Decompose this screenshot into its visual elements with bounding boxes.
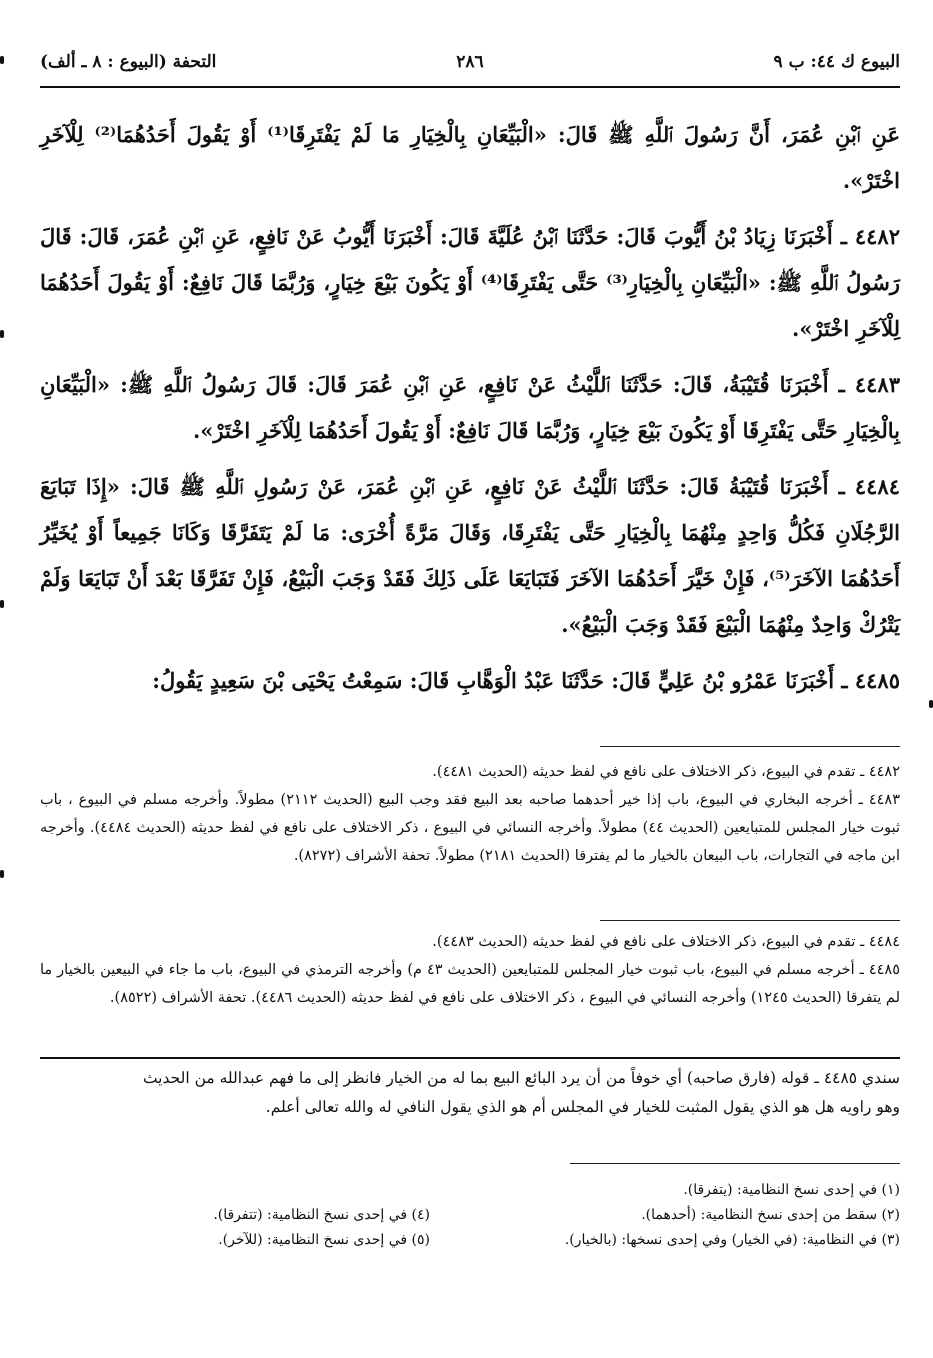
header-rule: [40, 86, 900, 88]
sindi-separator: [40, 1057, 900, 1059]
note-4484: ٤٤٨٤ ـ تقدم في البيوع، ذكر الاختلاف على نافع في لفظ حديثه (الحديث ٤٤٨٣).: [432, 934, 900, 950]
note-4482: ٤٤٨٢ ـ تقدم في البيوع، ذكر الاختلاف على نافع في لفظ حديثه (الحديث ٤٤٨١).: [432, 764, 900, 780]
sindi-line-2: وهو راويه هل هو الذي يقول المثبت للخيار في المجلس أم هو الذي يقول النافي له والله تعالى أعلم.: [265, 1098, 900, 1116]
scan-edge-mark: [0, 330, 4, 338]
scan-edge-mark: [0, 600, 4, 608]
variant-footnotes-left-column: [70, 1203, 430, 1253]
scan-edge-mark: [0, 870, 4, 878]
notes-separator-top: [600, 746, 900, 747]
hadith-4482: ٤٤٨٢ ـ أَخْبَرَنَا زِيَادُ بْنُ أَيُّوبَ قَالَ: حَدَّثَنَا ٱبْنُ عُلَيَّةَ قَالَ: أَخْبَرَنَا أَيُّوبُ عَنْ نَافِعٍ، عَنِ ٱبْنِ عُمَرَ، قَالَ: قَالَ رَسُولُ ٱللَّهِ ﷺ: «الْبَيِّعَانِ بِالْخِيَارِ⁽³⁾ حَتَّى يَفْتَرِقَا⁽⁴⁾ أَوْ يَكُونَ بَيْعَ خِيَارٍ، وَرُبَّمَا قَالَ نَافِعٌ: أَوْ يَقُولَ أَحَدُهُمَا لِلْآخَرِ اخْتَرْ».: [40, 224, 900, 341]
notes-separator-middle: [600, 920, 900, 921]
scan-edge-mark: [929, 700, 933, 708]
note-4483: ٤٤٨٣ ـ أخرجه البخاري في البيوع، باب إذا خير أحدهما صاحبه بعد البيع فقد وجب البيع (الحديث ٢١١٢) مطولاً. وأخرجه مسلم في البيوع ، باب ثبوت خيار المجلس للمتبايعين (الحديث ٤٤) مطولاً. وأخرجه النسائي في البيوع ، ذكر الاختلاف على نافع في لفظ حديثه (الحديث ٤٤٨٤). وأخرجه ابن ماجه في التجارات، باب البيعان بالخيار ما لم يفترقا (الحديث ٢١٨١) مطولاً. تحفة الأشراف (٨٢٧٢).: [40, 792, 900, 864]
sindi-line-1: سندي ٤٤٨٥ ـ قوله (فارق صاحبه) أي خوفاً من أن يرد البائع البيع بما له من الخيار فانظر إلى ما فهم عبدالله من الحديث: [142, 1069, 900, 1087]
takhrij-notes-a: [40, 758, 900, 870]
header-chapter-ref: البيوع ك ٤٤: ب ٩: [773, 52, 900, 72]
takhrij-notes-b: [40, 928, 900, 1012]
scan-edge-mark: [0, 56, 4, 64]
variant-footnotes: [40, 1178, 900, 1268]
sindi-commentary: [40, 1064, 900, 1122]
page-number: ٢٨٦: [456, 52, 484, 72]
hadith-continuation: عَنِ ٱبْنِ عُمَرَ، أَنَّ رَسُولَ ٱللَّهِ ﷺ قَالَ: «الْبَيِّعَانِ بِالْخِيَارِ مَا لَمْ يَفْتَرِقَا⁽¹⁾ أَوْ يَقُولَ أَحَدُهُمَا⁽²⁾ لِلْآخَرِ اخْتَرْ».: [40, 122, 900, 193]
variant-footnotes-separator: [570, 1163, 900, 1164]
hadith-text: [40, 112, 900, 714]
variant-footnote-4: (٤) في إحدى نسخ النظامية: (تتفرقا).: [213, 1207, 430, 1223]
header-tuhfa-ref: التحفة (البيوع : ٨ ـ ألف): [40, 52, 217, 72]
hadith-4485: ٤٤٨٥ ـ أَخْبَرَنَا عَمْرُو بْنُ عَلِيٍّ قَالَ: حَدَّثَنَا عَبْدُ الْوَهَّابِ قَالَ: سَمِعْتُ يَحْيَى بْنَ سَعِيدٍ يَقُولُ:: [152, 668, 900, 693]
note-4485: ٤٤٨٥ ـ أخرجه مسلم في البيوع، باب ثبوت خيار المجلس للمتبايعين (الحديث ٤٣ م) وأخرجه الترمذي في البيوع، باب ما جاء في البيعين بالخيار ما لم يتفرقا (الحديث ١٢٤٥) وأخرجه النسائي في البيوع ، ذكر الاختلاف على نافع في لفظ حديثه (الحديث ٤٤٨٦). تحفة الأشراف (٨٥٢٢).: [40, 962, 901, 1006]
variant-footnote-5: (٥) في إحدى نسخ النظامية: (للآخر).: [218, 1232, 430, 1248]
hadith-4483: ٤٤٨٣ ـ أَخْبَرَنَا قُتَيْبَةُ، قَالَ: حَدَّثَنَا ٱللَّيْثُ عَنْ نَافِعٍ، عَنِ ٱبْنِ عُمَرَ قَالَ: قَالَ رَسُولُ ٱللَّهِ ﷺ: «الْبَيِّعَانِ بِالْخِيَارِ حَتَّى يَفْتَرِقَا أَوْ يَكُونَ بَيْعَ خِيَارٍ، وَرُبَّمَا قَالَ نَافِعٌ: أَوْ يَقُولَ أَحَدُهُمَا لِلْآخَرِ اخْتَرْ».: [40, 372, 900, 443]
page-header: [40, 52, 900, 82]
variant-footnotes-right-column: [470, 1178, 900, 1253]
variant-footnote-1: (١) في إحدى نسخ النظامية: (يتفرقا).: [683, 1182, 900, 1198]
hadith-4484: ٤٤٨٤ ـ أَخْبَرَنَا قُتَيْبَةُ قَالَ: حَدَّثَنَا ٱللَّيْثُ عَنْ نَافِعٍ، عَنِ ٱبْنِ عُمَرَ، عَنْ رَسُولِ ٱللَّهِ ﷺ قَالَ: «إِذَا تَبَايَعَ الرَّجُلَانِ فَكُلُّ وَاحِدٍ مِنْهُمَا بِالْخِيَارِ حَتَّى يَفْتَرِقَا، وَقَالَ مَرَّةً أُخْرَى: مَا لَمْ يَتَفَرَّقَا وَكَانَا جَمِيعاً أَوْ يُخَيِّرُ أَحَدُهُمَا الآخَرَ⁽⁵⁾، فَإِنْ خَيَّرَ أَحَدُهُمَا الآخَرَ فَتَبَايَعَا عَلَى ذَلِكَ فَقَدْ وَجَبَ الْبَيْعُ، فَإِنْ تَفَرَّقَا بَعْدَ أَنْ تَبَايَعَا وَلَمْ يَتْرُكْ وَاحِدٌ مِنْهُمَا الْبَيْعَ فَقَدْ وَجَبَ الْبَيْعُ».: [40, 474, 900, 637]
variant-footnote-3: (٣) في النظامية: (في الخيار) وفي إحدى نسخها: (بالخيار).: [564, 1232, 900, 1248]
variant-footnote-2: (٢) سقط من إحدى نسخ النظامية: (أحدهما).: [641, 1207, 900, 1223]
